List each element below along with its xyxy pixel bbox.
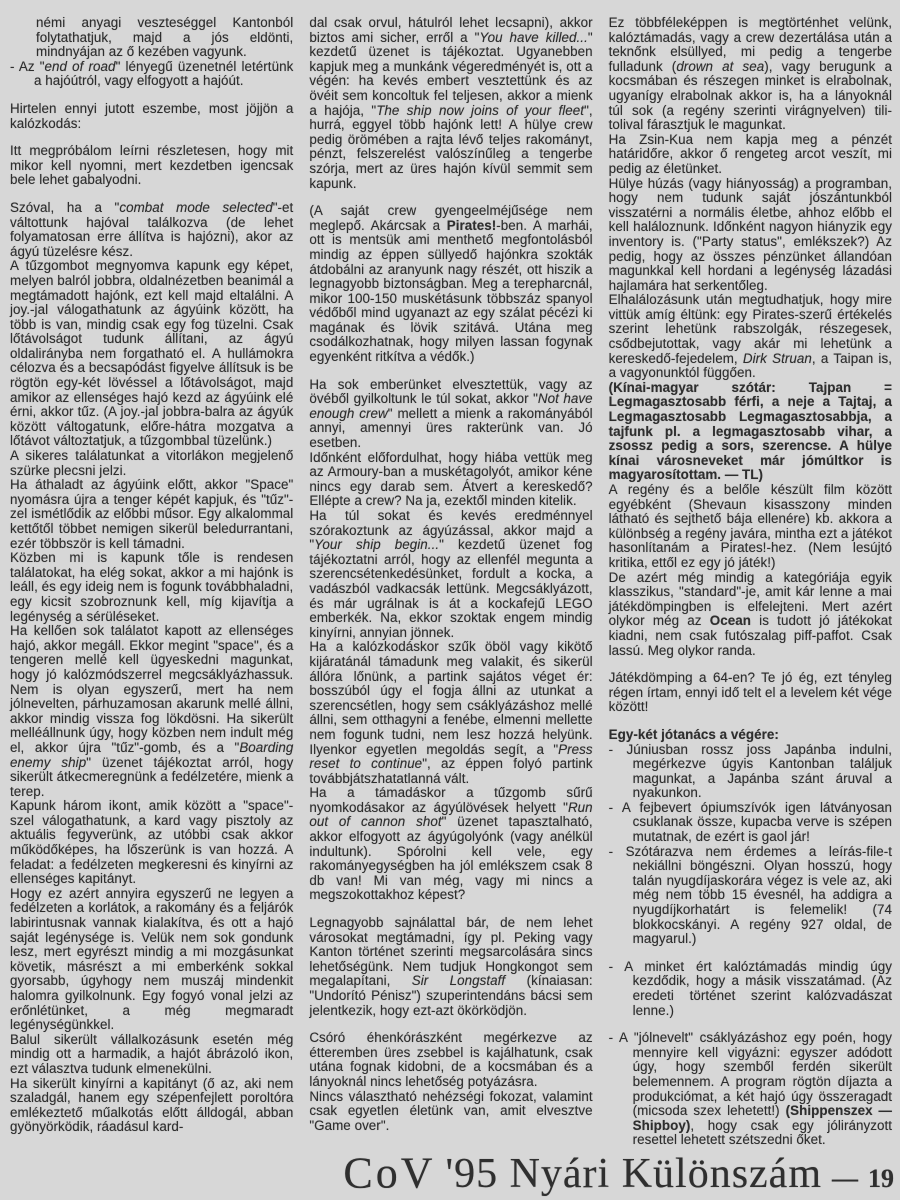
paragraph [10,1077,293,1135]
text-run: combat mode selected [119,199,273,215]
text-run: De azért még mindig a kategóriája egyik klasszikus, "standard"-je, amit kár lenne a mai játékdömpingben is elfelejteni. Mert azért olykor még az [608,569,892,629]
page-footer [343,1147,894,1198]
text-run: Szóval, ha a " [10,199,120,215]
text-run: Kapunk három ikont, amik között a "space"-szel válogathatunk, a kard vagy pisztoly az aktuális fegyverünk, az utóbbi csak akkor működőképes, ha lőszerünk is van hozzá. A feladat: a fedélzeten megkeresni és kinyírni az ellenséges kapitányt. [10,798,294,887]
text-run: You have killed... [479,29,588,45]
text-run: Ha a kalózkodáskor szűk öböl vagy kikötő kijáratánál támadunk meg valakit, és sikerül állóra lőnünk, a partink sajátos véget ér: bosszúból úgy el fogja állni az utunkat a szerencsétlen, hogy sem csáklyázáshoz mellé állni, sem otthagyni a fenébe, elmenni mellette nem fogunk tudni, nem lesz hozzá helyünk. Ilyenkor egyetlen megoldás segít, a " [309,639,593,757]
text-run: (Kínai-magyar szótár: Tajpan = Legmagasztosabb férfi, a neje a Tajtaj, a Legmagasztosabb Legmagasztosabbja, a tajfunk pl. a legmagasztosabb vihar, a zsossz pedig a sors, szerencse. A hülye kínai városneveket már jómúltkor is magyarosítottam. — TL) [608,379,892,483]
text-run: The ship now joins of your fleet [376,102,585,118]
paragraph [609,571,892,659]
paragraph [609,845,892,947]
paragraph [309,916,592,1018]
text-run: Nincs választható nehézségi fokozat, valamint csak egyetlen életünk van, amit elvesztve "Game over". [309,1088,593,1133]
text-run: Your ship begin... [314,537,440,553]
text-run: end of road [44,58,116,74]
text-run: Ha a támadáskor a tűzgomb sűrű nyomkodásakor az ágyúlövések helyett " [309,785,593,815]
text-run: drown at sea [676,58,765,74]
paragraph [10,449,293,478]
paragraph [609,743,892,801]
paragraph [309,786,592,903]
text-run: Játékdömping a 64-en? Te jó ég, ezt tényleg régen írtam, ennyi idő telt el a levelem két vége között! [608,670,892,715]
text-run: Hülye húzás (vagy hiányosság) a programban, hogy nem tudunk saját jószántunkból visszatérni a normális életbe, ahhoz előbb el kell haláloznunk. Időnként nagyon hiányzik egy inventory is. ("Party status", emlékszek?) Az pedig, hogy az összes pénzünket állandóan magunkkal kell hordani a legénység lázadási hajlamára hat serkentőleg. [608,175,892,293]
text-run: , hogy csak egy jólirányzott resettel lehetett szétszedni őket. [632,1117,892,1148]
text-run: ), vagy berugunk a kocsmában és részegen minket is elrabolnak, ugyanígy elrabolnak akkor is, ha a lányoknál túl sok (a regény szerinti virágnyelven) tili-tolival fárasztjuk le magunkat. [608,58,892,133]
text-run: - Az " [10,58,45,74]
text-run: Egy-két jótanács a végére: [608,726,779,742]
paragraph [609,293,892,381]
text-run: A regény és a belőle készült film között egyébként (Shevaun kisasszony minden látható és sejthető bája ellenére) kb. akkora a különbség a regény javára, mintha ezt a játékot hasonlítanám a Pirates!-hez. (Nem lesújtó kritika, ettől ez egy jó játék!) [608,482,892,570]
text-run: Ha áthaladt az ágyúink előtt, akkor "Space" nyomásra újra a tenger képét kapjuk, és "tűz"-zel ismétlődik az előbbi műsor. Egy alkalommal kettőtől többet nemigen sikerül beledurrantani, ezér többször is kell támadni. [10,477,294,551]
text-run: ", hurrá, eggyel több hajónk lett! A hülye crew pedig örömében a rajta lévő teljes rakományt, pénzt, felszerelést valószínűleg a tengerbe szórja, mert az üres hajón kívül semmit sem kapunk. [309,102,593,191]
paragraph [309,640,592,786]
cov-logo: CoV [343,1147,436,1198]
paragraph [10,102,293,131]
text-run: ", az éppen folyó partink továbbjátszhatatlanná vált. [309,756,593,786]
paragraph [609,728,892,743]
text-run: (kínaiasan: "Undorító Pénisz") szuperintendáns bácsi sem jelentkezik, hogy ezt-azt ökörködjön. [309,973,593,1018]
text-run: Sir Longstaff [411,973,506,989]
text-run: (A saját crew gyengeelméjűsége nem meglepő. Akárcsak a [309,203,593,233]
paragraph [10,478,293,551]
text-run: Press reset to continue [309,741,593,772]
paragraph [10,1033,293,1077]
paragraph [309,204,592,365]
paragraph [10,60,293,89]
text-run: - A minket ért kalóztámadás mindig úgy kezdődik, hogy a másik visszatámad. (Az eredeti történet szerint kalózvadászat lenne.) [608,958,892,1018]
column-1 [10,16,293,1156]
text-run: Not have enough crew [309,391,593,421]
text-run: - Júniusban rossz joss Japánba indulni, megérkezve úgyis Kantonban találjuk magunkat, a Japánba szánt áruval a nyakunkon. [608,741,892,801]
text-run: " üzenet tájékoztat arról, hogy sikerült átkecmeregnünk a fedélzetére, mienk a terep. [10,754,294,799]
text-run: Pirates! [446,217,497,233]
paragraph [10,551,293,624]
text-run: némi anyagi veszteséggel Kantonból folytathatjuk, majd a jós eldönti, mindnyájan az ő kezében vagyunk. [36,15,294,60]
text-run: Ha Zsin-Kua nem kapja meg a pénzét határidőre, akkor ő rengeteg arcot veszít, mi pedig az életünket. [608,131,892,176]
paragraph [10,259,293,449]
paragraph [10,887,293,1033]
text-run: " mellett a mienk a rakományából annyi, amennyi üres rakterünk van. Jó esetben. [309,405,593,451]
footer-title: '95 Nyári Különszám [445,1151,822,1197]
text-run: " üzenet tapasztalható, akkor elfogyott az ágyúgolyónk (vagy anélkül indultunk). Spórolni kell vele, egy rakományegységben ha jól emlékszem csak 8 db van! Mi van még, vagy mi nincs a megszokottakhoz képest? [309,814,593,903]
paragraph [609,671,892,715]
paragraph [10,799,293,887]
text-run: Legnagyobb sajnálattal bár, de nem lehet városokat megtámadni, így pl. Peking vagy Kanton történet szerinti megsarcolására sincs lehetőségünk. Nem tudjuk Hongkongot sem megalapítani, [309,915,593,989]
text-run: " lényegű üzenetnél letértünk a hajóútról, vagy elfogyott a hajóút. [34,58,294,89]
paragraph [309,1031,592,1089]
text-run: Hogy ez azért annyira egyszerű ne legyen a fedélzeten a korlátok, a rakomány és a feljárók labirintusnak vannak kialakítva, és ott a hajó saját legénysége is. Velük nem sok gondunk lesz, mert egyrészt mindig a mi mozgásunkat követik, másrészt a mi emberkénk sokkal gyorsabb, úgyhogy nem muszáj mindenkit halomra gyilkolnunk. Egy fogyó vonal jelzi az erőnlétünket, a még megmaradt legénységünkkel. [10,885,294,1033]
paragraph [609,801,892,845]
paragraph [609,16,892,133]
paragraph [309,451,592,509]
text-run: "-et váltottunk hajóval találkozva (de lehet folyamatosan erre állítva is hajózni), akor az ágyú tüzelésre kész. [10,199,294,259]
text-run: Ha sikerült kinyírni a kapitányt (ő az, aki nem szaladgál, hanem egy szépenfejlett poroltóra emlékeztető műalkotás előtt álldogál, abban gyönyörködik, ráadásul kard- [10,1075,294,1135]
text-run: Elhalálozásunk után megtudhatjuk, hogy mire vittük amíg éltünk: egy Pirates-szerű értékelés szerint lehetünk rabszolgák, részegesek, csődbejutottak, vagy akár mi lehetünk a kereskedő-fejedelem, [608,292,892,366]
paragraph [10,624,293,799]
paragraph [10,201,293,259]
text-run: - A "jólnevelt" csáklyázáshoz egy poén, hogy mennyire kell vigyázni: egyszer adódott úgy, hogy szemből ferdén sikerült belemennem. A program rögtön díjazta a produkciómat, a két hajó úgy összeragadt (micsoda szex lehetett!) [608,1030,892,1119]
paragraph [309,1090,592,1134]
paragraph [10,16,293,60]
paragraph [609,960,892,1018]
text-run: Itt megpróbálom leírni részletesen, hogy mit mikor kell nyomni, mert kezdetben igencsak bele lehet gabalyodni. [10,143,294,188]
paragraph [309,16,592,191]
text-run: Balul sikerült vállalkozásunk esetén még mindig ott a harmadik, a hajót ábrázoló ikon, ezt választva tudunk elmenekülni. [10,1031,294,1076]
paragraph [609,483,892,571]
paragraph [609,133,892,177]
column-2 [309,16,592,1156]
text-run: is tudott jó játékokat kiadni, nem csak futószalag piff-paffot. Csak lassú. Meg olykor randa. [608,613,892,658]
text-run: Ha túl sokat és kevés eredménnyel szórakoztunk az ágyúzással, akkor majd a " [309,508,593,553]
text-run: " kezdetű üzenet is tájékoztat. Ugyanebben kapjuk meg a munkánk végeredményét is, ott a végén: ha kevés embert vesztettünk és az övéit sem koncoltuk fel teljesen, akkor a mienk a hajója, " [309,29,593,118]
text-run: Hirtelen ennyi jutott eszembe, most jöjjön a kalózkodás: [10,100,294,131]
text-run: , a Taipan is, a vagyonunktól függően. [608,350,892,381]
text-run: Run out of cannon shot [309,799,593,830]
text-run: Ha kellően sok találatot kapott az ellenséges hajó, akkor megáll. Ekkor megint "space", és a tengeren mellé kell ügyeskedni magunkat, hogy jó kalózmódszerrel megcsáklyázhassuk. Nem is olyan egyszerű, mert ha nem jólnevelten, párhuzamosan akarunk mellé állni, akkor mindig vissza fog lökdösni. Ha sikerült melléállnunk úgy, hogy közben nem indult még el, akkor újra "tűz"-gomb, és a " [10,623,294,755]
paragraph [309,378,592,451]
text-run: -ben. A marhái, ott is mentsük ami menthető megfontolásból mindig az éppen süllyedő hajónkra szokták átdobálni az aranyunk nagy részét, ott hiszik a legnagyobb biztonságban. Meg a terepharcnál, mikor 100-150 muskétásunk többszáz spanyol védőből mind ugyanazt az egy szálat pécézi ki magának és lövik szitává. Utána meg csodálkozhatnak, hogy milyen lassan fogynak egyenként ritkítva a védők.) [309,217,593,365]
footer-dash: — [832,1164,858,1193]
text-run: A sikeres találatunkat a vitorlákon megjelenő szürke plecsni jelzi. [10,448,294,478]
text-run: Ez többféleképpen is megtörténhet velünk, kalóztámadás, vagy a crew dezertálása után a teknőnk elsüllyed, mi pedig a tengerbe fulladunk ( [608,15,892,74]
text-run: Közben mi is kapunk tőle is rendesen találatokat, ha elég sokat, akkor a mi hajónk is leáll, és egy ideig nem is fogunk továbbhaladni, egy kicsit szobroznunk kell, míg kijavítja a legénység a sérüléseket. [10,550,294,624]
text-run: Csóró éhenkórászként megérkezve az étteremben üres zsebbel is kajálhatunk, csak utána fognak kidobni, de a kocsmában és a lányoknál nincs lehetőség potyázásra. [309,1030,593,1089]
text-run: " kezdetű üzenet fog tájékoztatni arról, hogy az ellenfél megunta a szerencsétenkedésünket, fordult a kocka, a vadászból vadkacsák lettünk. Megcsáklyázott, és már ugrálnak is át a kockafejű LEGO emberkék. Na, ekkor szoktak engem mindig kinyírni, annyian jönnek. [309,537,593,640]
paragraph [609,177,892,294]
text-run: Ha sok emberünket elvesztettük, vagy az övéből gyilkoltunk le túl sokat, akkor " [309,376,593,407]
text-run: A tűzgombot megnyomva kapunk egy képet, melyen balról jobbra, oldalnézetben beanimál a megtámadott hajónk, ezt kell majd eltalálni. A joy.-jal válogathatunk az ágyúink között, ha több is van, mindig csak egy fog tüzelni. Csak lőtávolságot tudunk állítani, az ágyú oldalirányba nem forgatható el. A hullámokra célozva és a becsapódást figyelve állítsuk is be rögtön egy-két lövéssel a lőtávolságot, majd amikor az ellenséges hajó kezd az ágyúink elé érni, akkor tűz. (A joy.-jal jobbra-balra az ágyúk között váltogatunk, előre-hátra mozgatva a lőtávot változtatjuk, a tűzgombbal tüzelünk.) [10,258,294,449]
page-number: 19 [868,1164,894,1193]
text-run: Boarding enemy ship [10,739,294,770]
paragraph [309,509,592,640]
column-3 [609,16,892,1156]
paragraph [609,1031,892,1148]
paragraph [10,144,293,188]
text-run: - A fejbevert ópiumszívók igen látványosan csuklanak össze, kupacba verve is szépen mutatnak, de ezért is gaol jár! [608,799,892,845]
text-run: (Shippenszex — Shipboy) [632,1103,892,1133]
text-run: Dirk Struan [742,350,812,366]
text-run: - Szótárazva nem érdemes a leírás-file-t nekiállni böngészni. Olyan hosszú, hogy talán nyugdíjaskorára végez is vele az, aki még nem több 15 évesnél, ha addigra a nyugdíjkorhatárt is felemelik! (74 blokkocskányi. A regény 927 oldal, de magyarul.) [608,843,892,947]
text-run: Időnként előfordulhat, hogy hiába vettük meg az Armoury-ban a muskétagolyót, amikor kéne nincs egy darab sem. Átvert a kereskedő? Ellépte a crew? Na ja, ezektől minden kitelik. [309,449,593,509]
text-run: Ocean [709,613,751,629]
text-run: dal csak orvul, hátulról lehet lecsapni), akkor biztos ami sicher, erről a " [309,15,593,45]
paragraph [609,381,892,483]
